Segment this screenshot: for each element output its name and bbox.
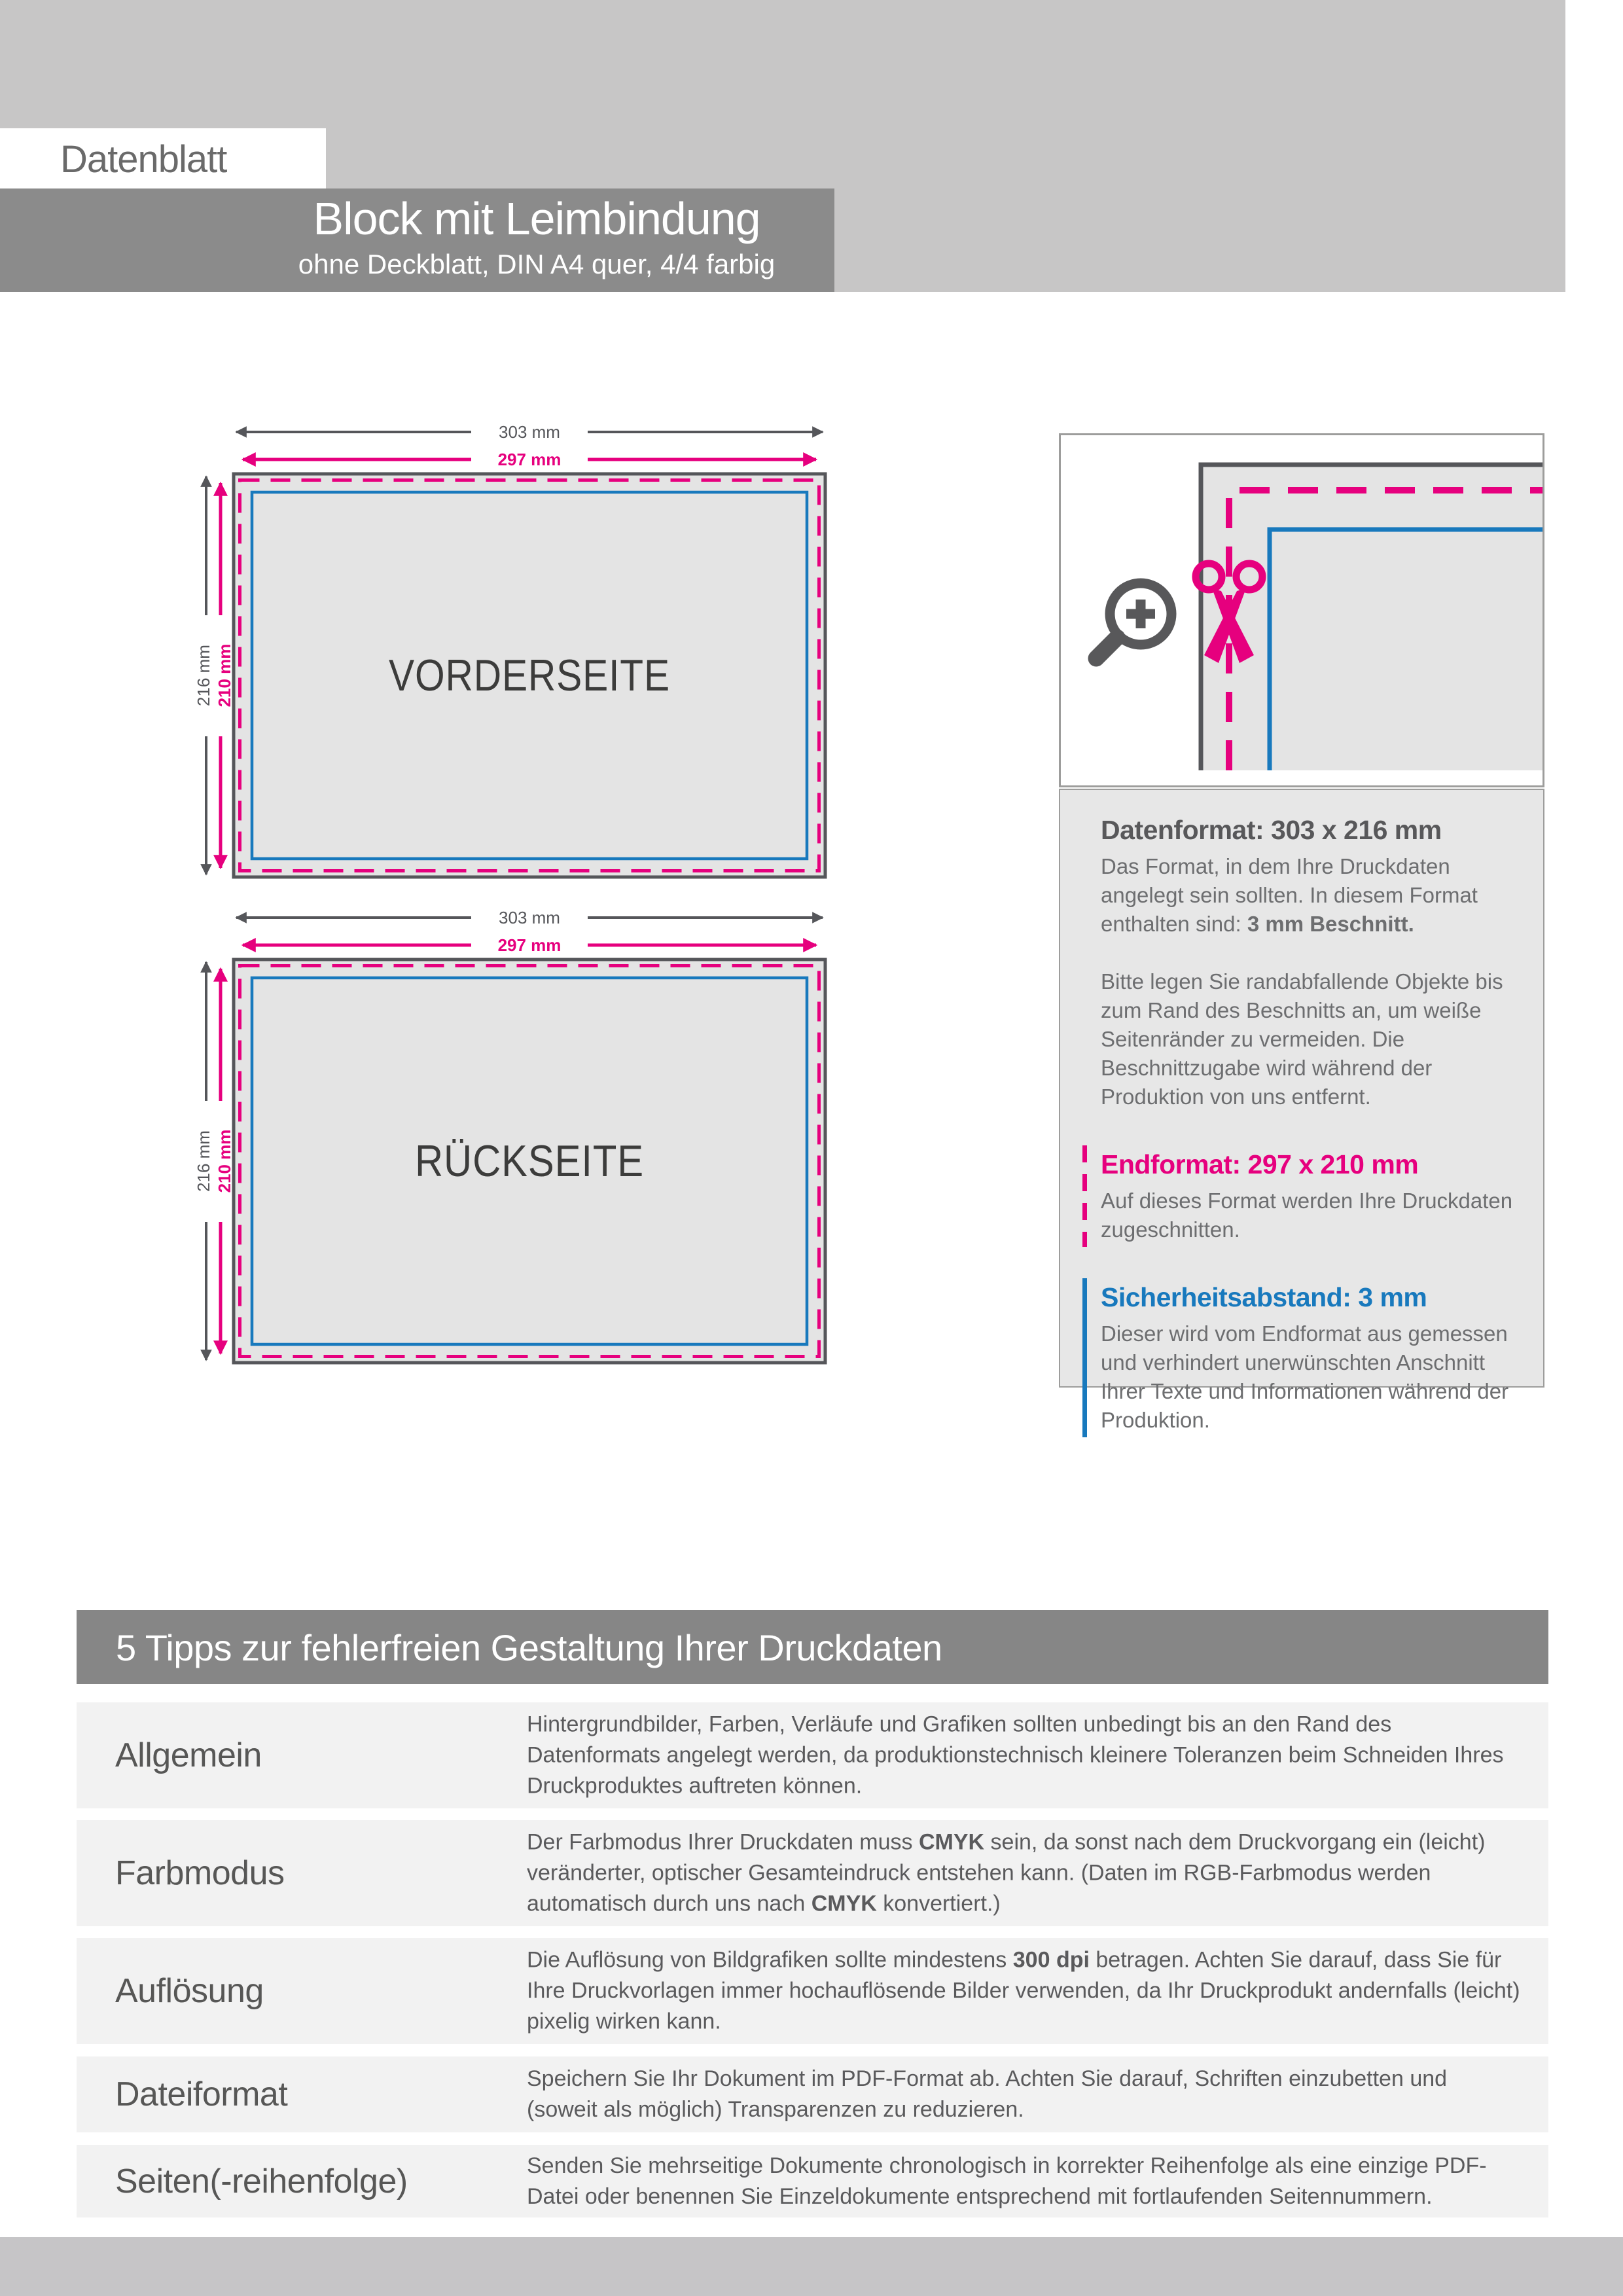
corner-detail-illustration (1061, 435, 1543, 785)
sicherheitsabstand-heading: Sicherheitsabstand: 3 mm (1101, 1282, 1427, 1312)
doc-label-box (0, 128, 326, 188)
info-section-endformat (1101, 1149, 1520, 1244)
tip-row-allgemein (77, 1702, 1548, 1808)
dim-label-width-inner: 297 mm (497, 450, 562, 469)
paper-sample (1199, 463, 1543, 770)
tip-label: Allgemein (115, 1736, 262, 1774)
dim-label-width-outer: 303 mm (499, 908, 560, 927)
header-dark-band (0, 188, 834, 292)
datenformat-text: Das Format, in dem Ihre Druckdaten angelegt sein sollten. In diesem Format enthalten sind: 3 mm Beschnitt. (1101, 854, 1478, 936)
tip-label: Farbmodus (115, 1854, 285, 1892)
tip-row-dateiformat (77, 2056, 1548, 2132)
footer-band (0, 2237, 1623, 2296)
doc-label: Datenblatt (60, 138, 227, 181)
tip-text: Senden Sie mehrseitige Dokumente chronologisch in korrekter Reihenfolge als eine einzige PDF-Datei oder benennen Sie Einzeldokumente entsprechend mit fortlaufenden Seitennummern. (527, 2153, 1487, 2209)
endformat-heading: Endformat: 297 x 210 mm (1101, 1149, 1419, 1179)
tips-header-bar (77, 1610, 1548, 1684)
tip-row-seitenreihenfolge (77, 2145, 1548, 2217)
format-info-box (1059, 789, 1544, 1432)
tip-row-farbmodus (77, 1820, 1548, 1926)
dim-label-height-outer: 216 mm (194, 1130, 213, 1192)
sicherheitsabstand-text: Dieser wird vom Endformat aus gemessen und verhindert unerwünschten Anschnitt Ihrer Texte und Informationen während der Produktion. (1101, 1321, 1509, 1432)
dim-label-height-inner: 210 mm (215, 643, 234, 708)
dim-label-width-outer: 303 mm (499, 422, 560, 442)
corner-detail-box (1059, 433, 1544, 787)
tip-text: Speichern Sie Ihr Dokument im PDF-Format ab. Achten Sie darauf, Schriften einzubetten und (soweit als möglich) Transparenzen zu reduzieren. (527, 2066, 1448, 2122)
safety-solid-indicator (1082, 1278, 1087, 1437)
page-subtitle: ohne Deckblatt, DIN A4 quer, 4/4 farbig (298, 249, 776, 279)
datenformat-heading: Datenformat: 303 x 216 mm (1101, 815, 1442, 845)
info-section-sicherheitsabstand (1101, 1282, 1520, 1435)
tip-text: Der Farbmodus Ihrer Druckdaten muss CMYK sein, da sonst nach dem Druckvorgang ein (leicht) veränderter, optischer Gesamteindruck entstehen kann. (Daten im RGB-Farbmodus werden automatisch durch uns nach CMYK konvertiert.) (527, 1829, 1486, 1916)
tip-text: Die Auflösung von Bildgrafiken sollte mindestens 300 dpi betragen. Achten Sie darauf, dass Sie für Ihre Druckvorlagen immer hochauflösende Bilder verwenden, da Ihr Druckprodukt andernfalls (leicht) pixelig wirken kann. (527, 1947, 1520, 2034)
tip-label: Auflösung (115, 1972, 264, 2010)
front-page-label: VORDERSEITE (389, 651, 670, 700)
beschnitt-text: Bitte legen Sie randabfallende Objekte bis zum Rand des Beschnitts an, um weiße Seitenränder zu vermeiden. Die Beschnittzugabe wird während der Produktion von uns entfernt. (1101, 969, 1503, 1109)
dim-label-width-inner: 297 mm (497, 935, 562, 955)
back-page-label: RÜCKSEITE (415, 1136, 644, 1186)
front-page-diagram (177, 406, 838, 893)
tip-label: Dateiformat (115, 2075, 288, 2113)
dim-label-height-inner: 210 mm (215, 1129, 234, 1193)
dim-label-height-outer: 216 mm (194, 645, 213, 706)
tip-label: Seiten(-reihenfolge) (115, 2162, 408, 2200)
endformat-dashed-indicator (1082, 1145, 1087, 1247)
endformat-text: Auf dieses Format werden Ihre Druckdaten zugeschnitten. (1101, 1189, 1513, 1242)
page-title: Block mit Leimbindung (313, 193, 760, 244)
tip-text: Hintergrundbilder, Farben, Verläufe und Grafiken sollten unbedingt bis an den Rand des Datenformats angelegt werden, da produktionstechnisch kleinere Toleranzen beim Schneiden Ihres Druckproduktes auftreten können. (527, 1712, 1504, 1799)
tip-row-aufloesung (77, 1938, 1548, 2044)
magnifier-icon (1096, 583, 1171, 658)
info-section-datenformat (1101, 790, 1520, 1111)
header-title-wrap (294, 188, 779, 292)
tips-title: 5 Tipps zur fehlerfreien Gestaltung Ihrer Druckdaten (116, 1627, 942, 1668)
back-page-diagram (177, 891, 838, 1378)
